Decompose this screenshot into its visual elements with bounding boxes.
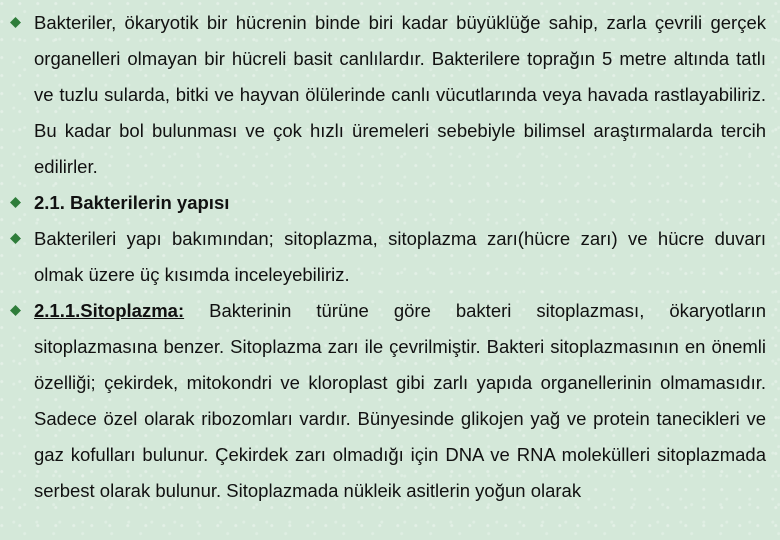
diamond-bullet-icon bbox=[10, 233, 21, 244]
paragraph-text: Bakterinin türüne göre bakteri sitoplazması, ökaryotların sitoplazmasına benzer. Sitoplazma zarı ile çevrilmiştir. Bakteri sitoplazmasının en önemli özelliği; çekirdek, mitokondri ve kloroplast gibi zarlı yapıda organellerinin olmamasıdır. Sadece özel olarak ribozomları vardır. Bünyesinde glikojen yağ ve protein tanecikleri ve gaz kofulları bulunur. Çekirdek zarı olmadığı için DNA ve RNA molekülleri sitoplazmada serbest olarak bulunur. Sitoplazmada nükleik asitlerin yoğun olarak bbox=[34, 300, 766, 501]
diamond-bullet-icon bbox=[10, 305, 21, 316]
bullet-paragraph-parts bbox=[10, 221, 766, 293]
bullet-heading-structure bbox=[10, 185, 766, 221]
subsection-heading: 2.1.1.Sitoplazma: bbox=[34, 300, 185, 321]
diamond-bullet-icon bbox=[10, 17, 21, 28]
section-heading: 2.1. Bakterilerin yapısı bbox=[34, 192, 230, 213]
diamond-bullet-icon bbox=[10, 197, 21, 208]
bullet-paragraph-intro bbox=[10, 5, 766, 185]
paragraph-text: Bakterileri yapı bakımından; sitoplazma, sitoplazma zarı(hücre zarı) ve hücre duvarı olmak üzere üç kısımda inceleyebiliriz. bbox=[34, 228, 766, 285]
bullet-paragraph-cytoplasm bbox=[10, 293, 766, 509]
paragraph-text: Bakteriler, ökaryotik bir hücrenin binde biri kadar büyüklüğe sahip, zarla çevrili gerçek organelleri olmayan bir hücreli basit canlılardır. Bakterilere toprağın 5 metre altında tatlı ve tuzlu sularda, bitki ve hayvan ölülerinde canlı vücutlarında veya havada rastlayabiliriz. Bu kadar bol bulunması ve çok hızlı üremeleri sebebiyle bilimsel araştırmalarda tercih edilirler. bbox=[34, 12, 766, 177]
